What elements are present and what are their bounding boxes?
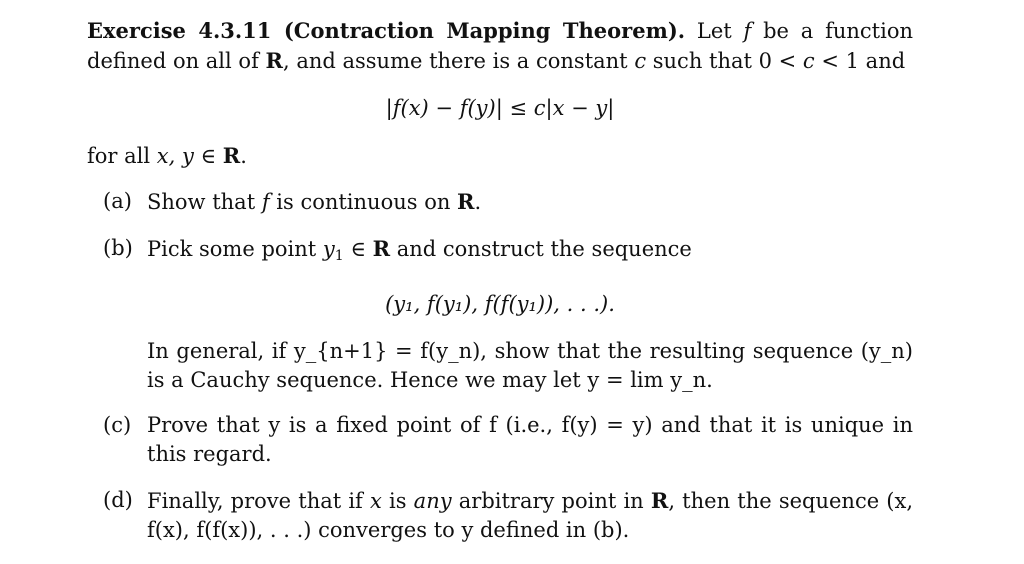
x-symbol: x (370, 489, 382, 513)
display-sequence: (y₁, f(y₁), f(f(y₁)), . . .). (385, 292, 615, 316)
y1-symbol: $y_1$ (322, 237, 344, 264)
intro-text-1: Let (685, 19, 744, 43)
part-c (87, 411, 913, 469)
exercise-intro (87, 16, 913, 76)
part-d-label: (d) (103, 488, 133, 512)
exercise-heading: Exercise 4.3.11 (Contraction Mapping Theorem). (87, 18, 686, 43)
part-b (87, 234, 913, 395)
constant-symbol-2: c (802, 49, 815, 73)
reals-symbol-2: R (222, 143, 241, 168)
display-inequality: |f(x) − f(y)| ≤ c|x − y| (385, 96, 615, 120)
part-c-text: Prove that y is a fixed point of f (i.e., f(y) = y) and that it is unique in this regard. (147, 413, 913, 466)
part-b-text: Pick some point $y_1$ ∈ R and construct the sequence (147, 236, 692, 264)
intro-text-3: , and assume there is a constant (282, 49, 635, 73)
emphasis-any: any (413, 489, 452, 513)
part-a-text: Show that f is continuous on R. (147, 189, 482, 214)
part-d-text: Finally, prove that if x is any arbitrary point in R, then the sequence (x, f(x), f(f(x)), . . .) converges to y defined in (b). (147, 488, 914, 542)
intro-text-4: such that 0 < (646, 49, 803, 73)
constant-symbol: c (634, 49, 647, 73)
forall-line: for all x, y ∈ R. (87, 143, 247, 168)
part-a-label: (a) (103, 189, 132, 213)
part-c-label: (c) (103, 413, 132, 437)
part-b-label: (b) (103, 236, 133, 260)
function-symbol: f (743, 19, 752, 43)
forall-variables: x, y (156, 144, 194, 168)
exercise-page (87, 16, 913, 545)
part-d (87, 486, 913, 545)
intro-text-2: be a function defined on all of (87, 19, 913, 73)
intro-text-5: < 1 and (814, 49, 906, 73)
reals-symbol: R (265, 48, 283, 73)
part-b-followup: In general, if y_{n+1} = f(y_n), show that the resulting sequence (y_n) is a Cauchy sequence. Hence we may let y = lim y_n. (147, 339, 913, 392)
part-a (87, 187, 913, 217)
